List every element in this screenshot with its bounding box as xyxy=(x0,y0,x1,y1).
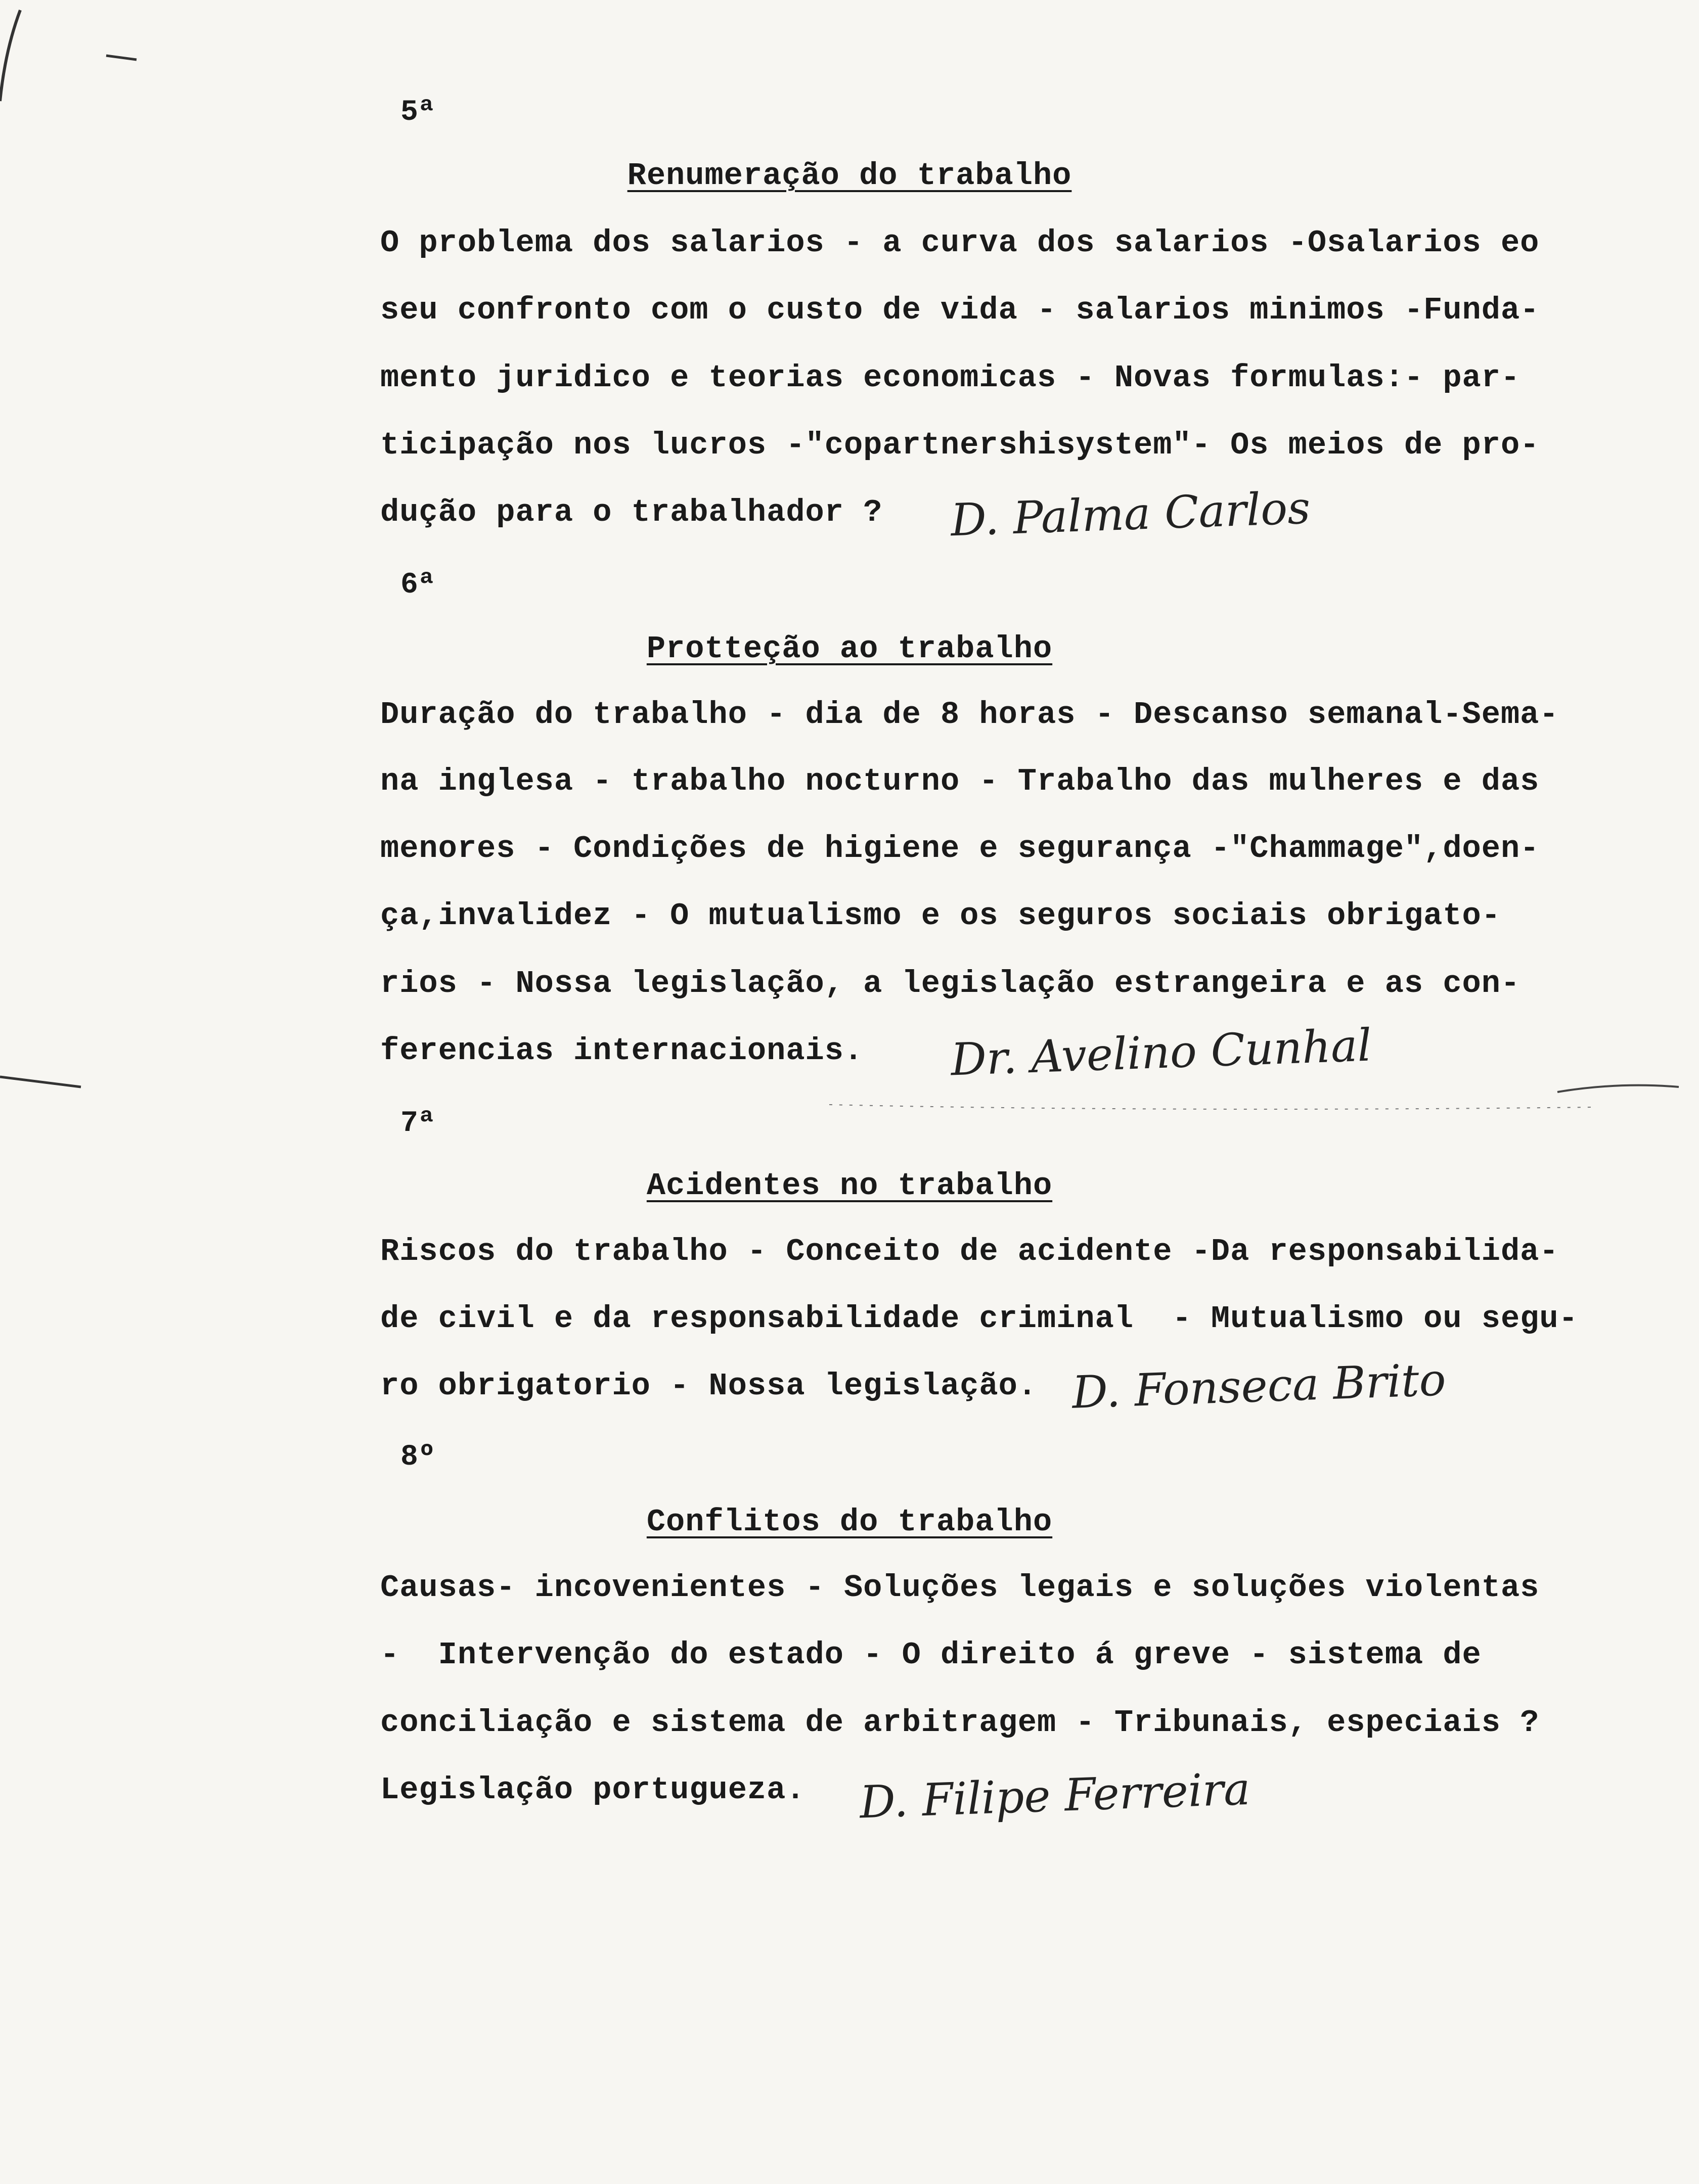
section-number: 5ª xyxy=(400,96,436,129)
body-line: conciliação e sistema de arbitragem - Tribunais, especiais ? xyxy=(380,1705,1540,1741)
section-number: 8º xyxy=(400,1441,436,1474)
handwritten-signature: D. Filipe Ferreira xyxy=(859,1762,1251,1829)
body-line: na inglesa - trabalho nocturno - Trabalho das mulheres e das xyxy=(380,763,1540,799)
handwritten-signature: Dr. Avelino Cunhal xyxy=(950,1019,1373,1086)
handwritten-signature: D. Palma Carlos xyxy=(950,481,1311,547)
section-number: 6ª xyxy=(400,569,436,602)
body-line: Duração do trabalho - dia de 8 horas - Descanso semanal-Sema- xyxy=(380,697,1559,733)
section-title: Acidentes no trabalho xyxy=(646,1168,1053,1204)
body-line: seu confronto com o custo de vida - salarios minimos -Funda- xyxy=(380,292,1540,328)
body-line: mento juridico e teorias economicas - Novas formulas:- par- xyxy=(380,360,1521,396)
body-line: ferencias internacionais. xyxy=(380,1033,864,1069)
body-line: ça,invalidez - O mutualismo e os seguros sociais obrigato- xyxy=(380,898,1501,934)
body-line: Legislação portugueza. xyxy=(380,1772,806,1808)
body-line: rios - Nossa legislação, a legislação estrangeira e as con- xyxy=(380,966,1521,1002)
body-line: dução para o trabalhador ? xyxy=(380,494,883,530)
handwritten-signature: D. Fonseca Brito xyxy=(1071,1353,1447,1419)
body-line: O problema dos salarios - a curva dos salarios -Osalarios eo xyxy=(380,225,1540,261)
section-title: Protteção ao trabalho xyxy=(646,631,1053,667)
section-title: Conflitos do trabalho xyxy=(646,1504,1053,1540)
body-line: de civil e da responsabilidade criminal - Mutualismo ou segu- xyxy=(380,1301,1578,1337)
section-title: Renumeração do trabalho xyxy=(627,158,1072,194)
body-line: - Intervenção do estado - O direito á greve - sistema de xyxy=(380,1637,1482,1673)
body-line: menores - Condições de higiene e segurança -"Chammage",doen- xyxy=(380,831,1540,867)
body-line: Riscos do trabalho - Conceito de acidente -Da responsabilida- xyxy=(380,1234,1559,1269)
section-number: 7ª xyxy=(400,1107,436,1140)
body-line: ro obrigatorio - Nossa legislação. xyxy=(380,1368,1038,1404)
body-line: ticipação nos lucros -"copartnershisystem"- Os meios de pro- xyxy=(380,427,1540,463)
body-line: Causas- incovenientes - Soluções legais e soluções violentas xyxy=(380,1570,1540,1606)
